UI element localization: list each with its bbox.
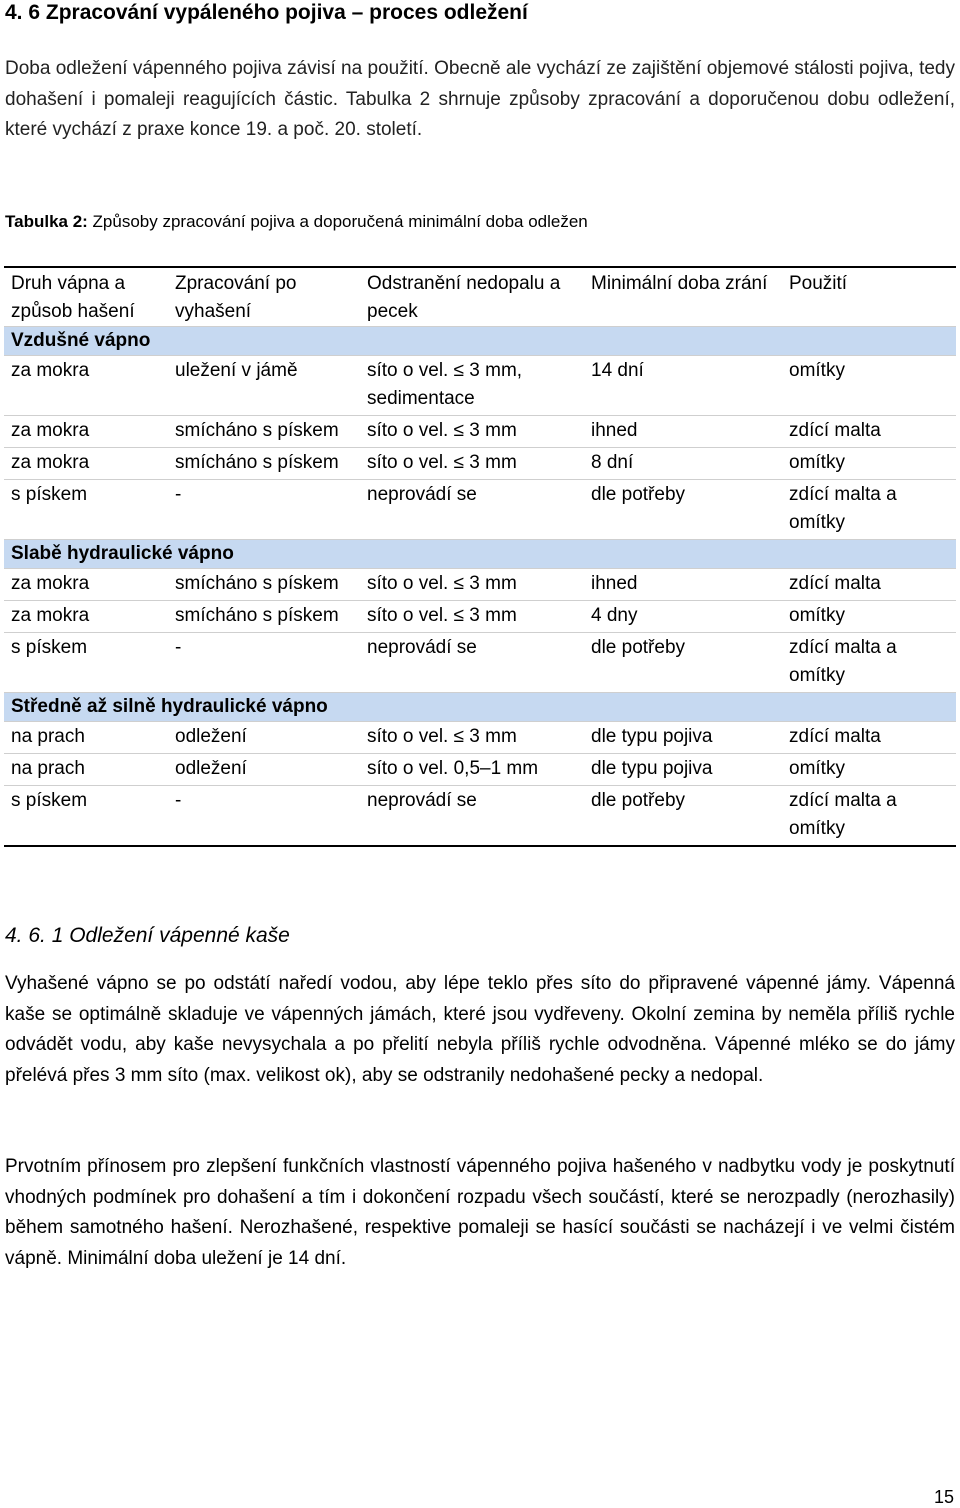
table-cell: dle potřeby xyxy=(584,786,782,847)
table-cell: omítky xyxy=(782,356,956,416)
table-cell: dle typu pojiva xyxy=(584,722,782,754)
table-cell: smícháno s pískem xyxy=(168,416,360,448)
table-cell: zdící malta xyxy=(782,416,956,448)
table-cell: odležení xyxy=(168,754,360,786)
table-cell: odležení xyxy=(168,722,360,754)
header-cell: Použití xyxy=(789,273,848,294)
table-cell: 4 dny xyxy=(584,601,782,633)
table-cell: neprovádí se xyxy=(360,786,584,847)
table-cell: omítky xyxy=(782,754,956,786)
table-cell: za mokra xyxy=(4,601,168,633)
table-cell: síto o vel. ≤ 3 mm xyxy=(360,722,584,754)
paragraph-2: Prvotním přínosem pro zlepšení funkčních vlastností vápenného pojiva hašeného v nadbytku vody je poskytnutí vhodných podmínek pro dohašení a tím i dokončení rozpadu všech součástí, které se nerozpadly (nerozhasily) během samotného hašení. Nerozhašené, respektive pomaleji se hasící součásti se nacházejí i ve velmi čistém vápně. Minimální doba uležení je 14 dní. xyxy=(5,1156,955,1269)
table-cell: smícháno s pískem xyxy=(168,601,360,633)
header-cell: Druh vápna a způsob hašení xyxy=(11,273,135,322)
table-cell: smícháno s pískem xyxy=(168,448,360,480)
table-row xyxy=(4,569,956,601)
table-cell: za mokra xyxy=(4,356,168,416)
table-cell: síto o vel. ≤ 3 mm xyxy=(360,448,584,480)
table-row xyxy=(4,601,956,633)
header-cell: Minimální doba zrání xyxy=(591,273,768,294)
table-cell: síto o vel. ≤ 3 mm xyxy=(360,416,584,448)
table-cell: síto o vel. ≤ 3 mm, sedimentace xyxy=(360,356,584,416)
table-cell: - xyxy=(168,480,360,540)
subsection-heading: 4. 6. 1 Odležení vápenné kaše xyxy=(5,924,290,947)
table-cell: zdící malta a omítky xyxy=(782,480,956,540)
table-cell: za mokra xyxy=(4,448,168,480)
table-cell: zdící malta a omítky xyxy=(782,633,956,693)
table-cell: síto o vel. 0,5–1 mm xyxy=(360,754,584,786)
table-row xyxy=(4,448,956,480)
table-row xyxy=(4,722,956,754)
table-cell: neprovádí se xyxy=(360,633,584,693)
table-cell: s pískem xyxy=(4,633,168,693)
table-cell: 8 dní xyxy=(584,448,782,480)
section-title: Vzdušné vápno xyxy=(4,327,956,356)
table-cell: - xyxy=(168,786,360,847)
table-cell: za mokra xyxy=(4,569,168,601)
table-cell: omítky xyxy=(782,448,956,480)
table-cell: ihned xyxy=(584,416,782,448)
table-cell: uležení v jámě xyxy=(168,356,360,416)
section-title: Středně až silně hydraulické vápno xyxy=(4,693,956,722)
table-cell: 14 dní xyxy=(584,356,782,416)
page-number: 15 xyxy=(933,1487,954,1507)
section-row xyxy=(4,327,956,356)
table-cell: dle typu pojiva xyxy=(584,754,782,786)
table-cell: za mokra xyxy=(4,416,168,448)
table-caption-text: Způsoby zpracování pojiva a doporučená minimální doba odležen xyxy=(87,212,588,231)
section-row xyxy=(4,693,956,722)
table-cell: dle potřeby xyxy=(584,480,782,540)
table-cell: ihned xyxy=(584,569,782,601)
table-cell: omítky xyxy=(782,601,956,633)
table-cell: na prach xyxy=(4,722,168,754)
table-cell: smícháno s pískem xyxy=(168,569,360,601)
table-cell: neprovádí se xyxy=(360,480,584,540)
section-heading: 4. 6 Zpracování vypáleného pojiva – proces odležení xyxy=(5,1,528,24)
table-row xyxy=(4,754,956,786)
table-caption xyxy=(5,210,588,234)
table-cell: - xyxy=(168,633,360,693)
table-cell: zdící malta a omítky xyxy=(782,786,956,847)
table-cell: s pískem xyxy=(4,786,168,847)
table-cell: síto o vel. ≤ 3 mm xyxy=(360,601,584,633)
processing-table xyxy=(4,266,956,847)
section-title: Slabě hydraulické vápno xyxy=(4,540,956,569)
intro-paragraph: Doba odležení vápenného pojiva závisí na použití. Obecně ale vychází ze zajištění objemové stálosti pojiva, tedy dohašení i pomaleji reagujících částic. Tabulka 2 shrnuje způsoby zpracování a doporučenou dobu odležení, které vychází z praxe konce 19. a poč. 20. století. xyxy=(5,58,955,140)
table-row xyxy=(4,356,956,416)
paragraph-1: Vyhašené vápno se po odstátí naředí vodou, aby lépe teklo přes síto do připravené vápenné jámy. Vápenná kaše se optimálně skladuje ve vápenných jámách, které jsou vydřeveny. Okolní zemina by neměla příliš rychle odvádět vodu, aby kaše nevysychala a po přelití nebyla příliš rychle odvodněna. Vápenné mléko se do jámy přelévá přes 3 mm síto (max. velikost ok), aby se odstranily nedohašené pecky a nedopal. xyxy=(5,973,955,1086)
table-cell: síto o vel. ≤ 3 mm xyxy=(360,569,584,601)
table-row xyxy=(4,786,956,847)
table-body xyxy=(4,327,956,847)
table-row xyxy=(4,480,956,540)
table-cell: zdící malta xyxy=(782,722,956,754)
table-cell: dle potřeby xyxy=(584,633,782,693)
table-cell: na prach xyxy=(4,754,168,786)
table-header-row xyxy=(4,267,956,327)
table-row xyxy=(4,416,956,448)
section-row xyxy=(4,540,956,569)
table-cell: s pískem xyxy=(4,480,168,540)
table-cell: zdící malta xyxy=(782,569,956,601)
header-cell: Odstranění nedopalu a pecek xyxy=(367,273,561,322)
header-cell: Zpracování po vyhašení xyxy=(175,273,297,322)
table-row xyxy=(4,633,956,693)
table-caption-label: Tabulka 2: xyxy=(5,212,88,231)
